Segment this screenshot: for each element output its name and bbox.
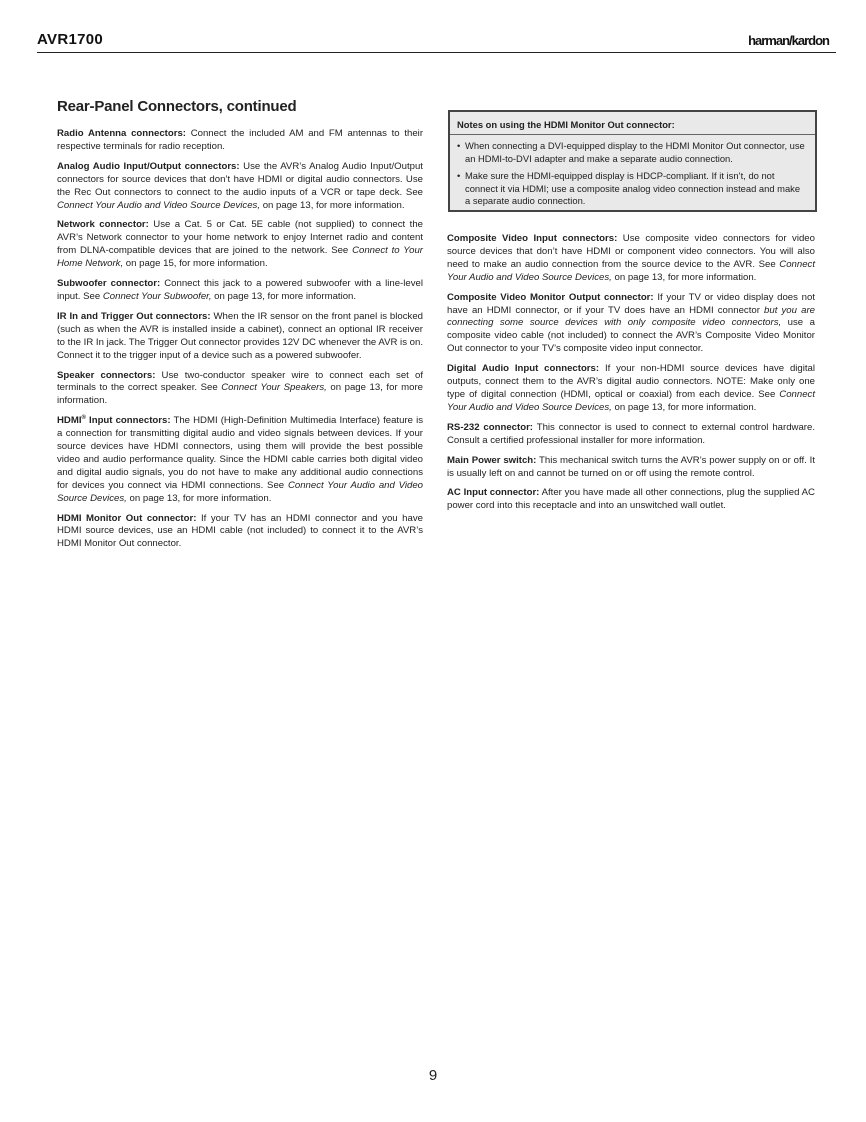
body-text: When the IR sensor on the front panel is blocked (such as when the AVR is installed inside a cabinet), connect an optional IR receiver to the IR In jack. The Trigger Out connector provides 12V DC whenever the AVR is on. Connect it to the trigger input of a device such as a powered subwoofer. [57,310,423,361]
term: Composite Video Input connectors: [447,233,618,244]
body-text: on page 15, for more information. [123,258,268,270]
body-text: Use composite video connectors for video source devices that don’t have HDMI or component video connectors. You will also need to make an audio connection from the source device to the AVR. See [447,233,815,270]
cross-reference: but you are connecting some source devices with only composite video connectors, [447,304,815,329]
body-text: If your TV or video display does not have an HDMI connector, or if your TV does have an HDMI connector [447,291,815,316]
body-text: use a composite video cable (not included) to connect the AVR’s Composite Video Monitor Out connector to your TV’s composite video input connector. [447,317,815,355]
term: AC Input connector: [447,487,540,499]
cross-reference: Connect Your Audio and Video Source Devices, [57,199,261,211]
paragraph-hdmi-monitor-out [57,513,423,552]
term: Radio Antenna connectors: [57,128,186,139]
body-text: The HDMI (High-Definition Multimedia Interface) feature is a connection for transmitting digital audio and video signals between devices. If your source devices have HDMI connectors, using them will provide the best possible video and audio performance quality. Since the HDMI cable carries both digital video and digital audio signals, you do not have to make any additional audio connections for devices you connect via HDMI connections. See [57,415,423,491]
note-item [457,170,807,207]
term: Network connector: [57,219,149,231]
term: Input connectors: [85,415,171,427]
term: HDMI Monitor Out connector: [57,512,197,524]
bullet-icon: • [457,170,461,182]
paragraph-radio-antenna [57,128,423,154]
paragraph-ac-input [447,487,815,513]
notes-title: Notes on using the HDMI Monitor Out connector: [457,119,675,130]
notes-box [448,110,817,212]
cross-reference: Connect Your Audio and Video Source Devices, [447,258,815,283]
paragraph-main-power [447,455,815,481]
left-column [57,128,423,558]
body-text: on page 13, for more information. [611,271,757,283]
cross-reference: Connect Your Subwoofer, [102,290,212,302]
term: Analog Audio Input/Output connectors: [57,160,240,172]
paragraph-hdmi-input [57,415,423,505]
right-column [447,233,815,520]
paragraph-network [57,219,423,271]
body-text: Connect this jack to a powered subwoofer with a line-level input. See [57,278,423,302]
body-text: After you have made all other connections, plug the supplied AC power cord into this receptacle and into an unswitched wall outlet. [447,487,815,512]
header-model: AVR1700 [37,31,104,48]
body-text: Use the AVR’s Analog Audio Input/Output connectors for source devices that don’t have HDMI or digital audio connectors. Use the Rec Out connectors to connect to the audio inputs of a VCR or tape deck. See [57,160,423,198]
page-number: 9 [428,1067,438,1084]
term: Composite Video Monitor Output connector: [447,291,654,303]
body-text: on page 13, for more information. [211,290,357,302]
body-text: If your non-HDMI source devices have digital outputs, connect them to the AVR’s digital audio connectors. NOTE: Make only one type of digital connection (HDMI, optical or coaxial) from each device. See [447,363,816,400]
term: Main Power switch: [447,454,537,466]
body-text: Use two-conductor speaker wire to connect each set of terminals to the correct speaker. See [57,369,423,394]
body-text: on page 13, for more information. [126,492,272,504]
body-text: If your TV has an HDMI connector and you have HDMI source devices, use an HDMI cable (not included) to connect it to the AVR’s HDMI Monitor Out connector. [57,512,423,550]
notes-divider [450,134,815,135]
body-text: This connector is used to connect to external control hardware. Consult a certified professional installer for more information. [447,421,815,446]
bullet-icon: • [457,140,461,152]
cross-reference: Connect Your Audio and Video Source Devices, [57,479,423,504]
cross-reference: Connect Your Audio and Video Source Devices, [447,388,815,413]
body-text: Use a Cat. 5 or Cat. 5E cable (not supplied) to connect the AVR’s Network connector to your home network to enjoy Internet radio and content from DLNA-compatible devices that are joined to the network. See [57,219,423,257]
body-text: on page 13, for more information. [260,199,405,211]
paragraph-analog-audio [57,161,423,213]
paragraph-composite-monitor-out [447,292,815,357]
cross-reference: Connect to Your Home Network, [57,245,423,270]
paragraph-speaker [57,370,423,409]
paragraph-subwoofer [57,278,423,304]
body-text: This mechanical switch turns the AVR’s power supply on or off. It is usually left on and cannot be turned on or off using the remote control. [447,454,815,479]
header-rule [37,52,836,53]
paragraph-composite-input [447,233,815,285]
body-text: on page 13, for more information. [611,401,757,413]
note-item [457,140,807,165]
term: RS-232 connector: [447,421,533,433]
term: Digital Audio Input connectors: [447,363,600,375]
body-text: on page 13, for more information. [57,382,424,407]
brand-logo: harman/kardon [748,33,829,48]
note-text: When connecting a DVI-equipped display to the HDMI Monitor Out connector, use an HDMI-to-DVI adapter and make a separate audio connection. [465,140,805,164]
paragraph-ir-trigger [57,311,423,363]
body-text: Connect the included AM and FM antennas to their respective terminals for radio reception. [57,128,424,152]
cross-reference: Connect Your Speakers, [221,382,327,394]
term: HDMI [57,415,82,427]
term: Speaker connectors: [57,369,156,381]
registered-mark: ® [81,415,86,422]
term: IR In and Trigger Out connectors: [57,310,211,322]
term: Subwoofer connector: [57,278,161,290]
paragraph-digital-audio-input [447,363,815,415]
note-text: Make sure the HDMI-equipped display is HDCP-compliant. If it isn’t, do not connect it via HDMI; use a composite analog video connection instead and make a separate audio connection. [465,170,801,207]
section-title: Rear-Panel Connectors, continued [57,98,297,115]
paragraph-rs232 [447,422,815,448]
